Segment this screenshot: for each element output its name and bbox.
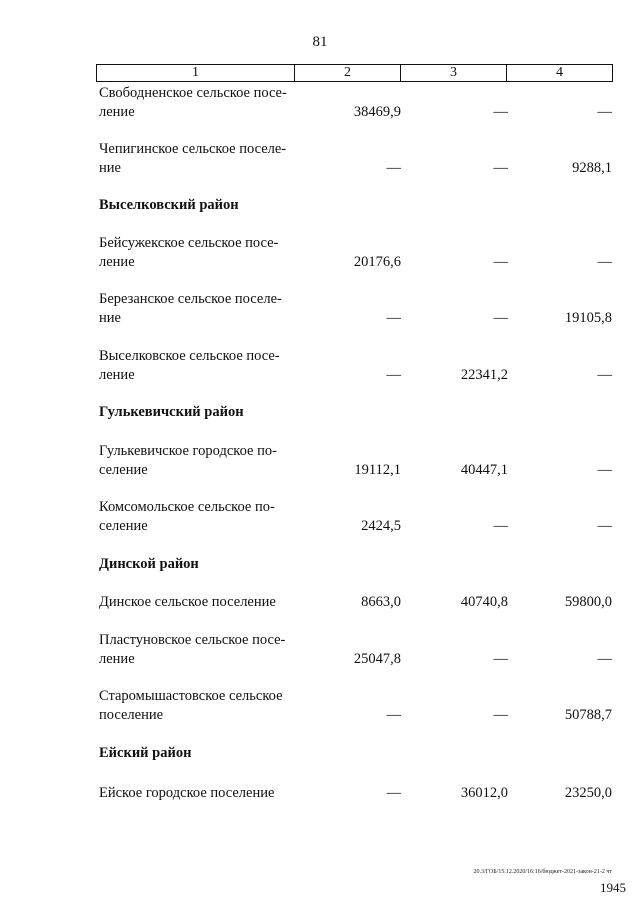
value-col-2: — bbox=[386, 707, 401, 723]
settlement-name: Выселковское сельское посе-ление bbox=[99, 348, 280, 383]
sheet-number: 1945 bbox=[600, 880, 626, 895]
column-header-2: 2 bbox=[295, 65, 401, 81]
column-header-4: 4 bbox=[556, 65, 563, 80]
value-col-2: — bbox=[386, 785, 401, 801]
document-code: 20.3/ГОБ/15.12.2020/16:16/бюджет-2021-закон-21-2 чт bbox=[473, 869, 612, 875]
settlement-name: Ейское городское поселение bbox=[99, 785, 275, 801]
value-col-4: 50788,7 bbox=[564, 707, 612, 723]
value-col-3: 40447,1 bbox=[460, 462, 508, 478]
table-row bbox=[96, 290, 613, 328]
table-row bbox=[96, 347, 613, 385]
value-col-2: — bbox=[386, 367, 401, 383]
district-heading: Гулькевичский район bbox=[99, 404, 244, 420]
value-col-4: — bbox=[597, 367, 612, 383]
table-row bbox=[96, 84, 613, 122]
value-col-2: — bbox=[386, 310, 401, 326]
value-col-2: — bbox=[386, 160, 401, 176]
value-col-2: 38469,9 bbox=[353, 104, 401, 120]
value-col-4: 19105,8 bbox=[564, 310, 612, 326]
value-col-3: — bbox=[493, 310, 508, 326]
value-col-4: — bbox=[597, 651, 612, 667]
value-col-4: 59800,0 bbox=[564, 594, 612, 610]
district-heading: Ейский район bbox=[99, 745, 192, 761]
value-col-4: 9288,1 bbox=[572, 160, 612, 176]
settlement-name: Свободненское сельское посе-ление bbox=[99, 85, 287, 120]
settlement-name: Старомышастовское сельское поселение bbox=[99, 688, 283, 723]
value-col-2: 2424,5 bbox=[361, 518, 401, 534]
table-row bbox=[96, 442, 613, 480]
column-header-3: 3 bbox=[401, 65, 507, 81]
table-row bbox=[96, 784, 613, 803]
value-col-3: 36012,0 bbox=[460, 785, 508, 801]
table-row bbox=[96, 140, 613, 178]
table-row bbox=[96, 234, 613, 272]
value-col-3: — bbox=[493, 104, 508, 120]
table-row bbox=[96, 498, 613, 536]
settlement-name: Динское сельское поселение bbox=[99, 594, 276, 610]
table-row bbox=[96, 631, 613, 669]
district-heading: Динской район bbox=[99, 556, 199, 572]
value-col-4: 23250,0 bbox=[564, 785, 612, 801]
page-number: 81 bbox=[312, 34, 328, 50]
settlement-name: Березанское сельское поселе-ние bbox=[99, 291, 282, 326]
value-col-2: 8663,0 bbox=[361, 594, 401, 610]
value-col-3: — bbox=[493, 518, 508, 534]
settlement-name: Гулькевичское городское по-селение bbox=[99, 443, 277, 478]
district-heading: Выселковский район bbox=[99, 197, 239, 213]
value-col-3: 40740,8 bbox=[460, 594, 508, 610]
settlement-name: Комсомольское сельское по-селение bbox=[99, 499, 275, 534]
value-col-3: — bbox=[493, 651, 508, 667]
value-col-3: — bbox=[493, 160, 508, 176]
value-col-2: 20176,6 bbox=[353, 254, 401, 270]
value-col-2: 19112,1 bbox=[354, 462, 401, 478]
settlement-name: Чепигинское сельское поселе-ние bbox=[99, 141, 287, 176]
value-col-4: — bbox=[597, 518, 612, 534]
value-col-3: — bbox=[493, 254, 508, 270]
column-header-row bbox=[96, 64, 613, 82]
value-col-4: — bbox=[597, 462, 612, 478]
table-row bbox=[96, 593, 613, 612]
settlement-name: Бейсужекское сельское посе-ление bbox=[99, 235, 279, 270]
value-col-2: 25047,8 bbox=[353, 651, 401, 667]
value-col-4: — bbox=[597, 104, 612, 120]
value-col-3: — bbox=[493, 707, 508, 723]
table-row bbox=[96, 687, 613, 725]
value-col-4: — bbox=[597, 254, 612, 270]
value-col-3: 22341,2 bbox=[460, 367, 508, 383]
settlement-name: Пластуновское сельское посе-ление bbox=[99, 632, 286, 667]
column-header-1: 1 bbox=[97, 65, 295, 81]
